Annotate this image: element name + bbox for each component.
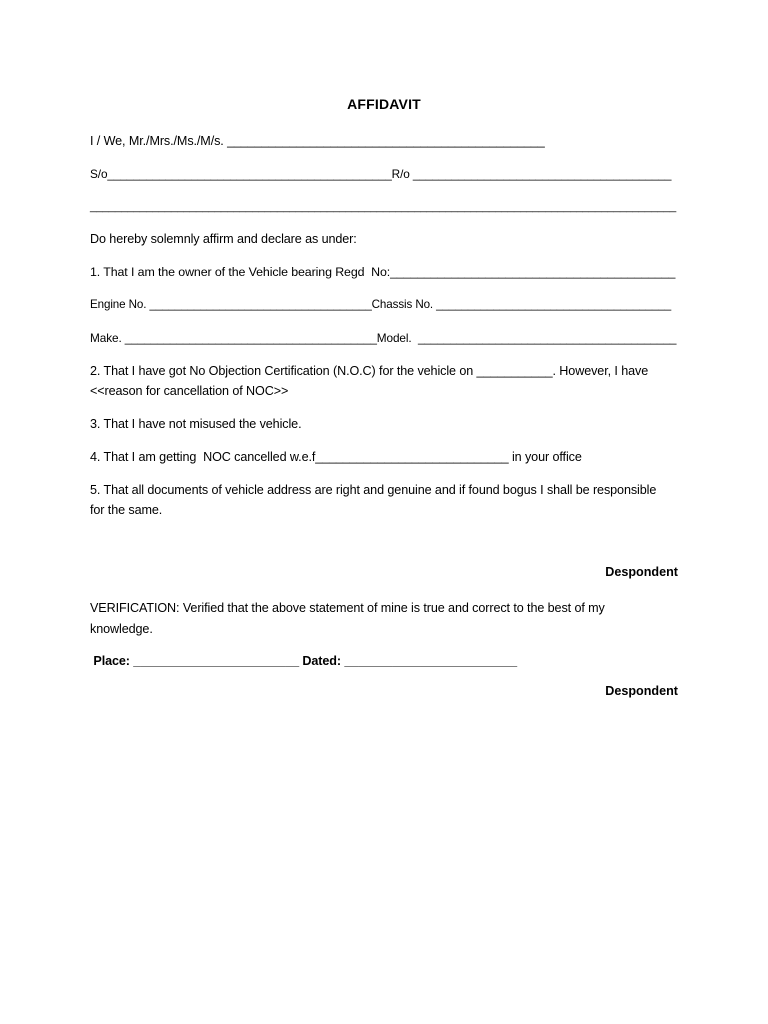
item-2-line-2: <<reason for cancellation of NOC>>	[90, 384, 289, 398]
engine-chassis-line: Engine No. ___________________________________Chassis No. _____________________________________	[90, 298, 672, 311]
item-3: 3. That I have not misused the vehicle.	[90, 417, 302, 431]
item-4: 4. That I am getting NOC cancelled w.e.f____________________________ in your office	[90, 450, 582, 464]
item-2-line-1: 2. That I have got No Objection Certification (N.O.C) for the vehicle on ___________. However, I have	[90, 364, 649, 378]
name-line: I / We, Mr./Mrs./Ms./M/s. ______________________________________________	[90, 134, 545, 148]
verification-line-1: VERIFICATION: Verified that the above statement of mine is true and correct to the best of my	[90, 601, 605, 615]
make-model-line: Make. _______________________________________Model. ________________________________________	[90, 331, 677, 345]
item-1: 1. That I am the owner of the Vehicle bearing Regd No:__________________________________________	[90, 265, 676, 279]
despondent-signature-2: Despondent	[605, 684, 678, 698]
place-dated-line: Place: ________________________ Dated: _________________________	[90, 654, 517, 668]
item-5-line-2: for the same.	[90, 503, 163, 517]
so-ro-line: S/o____________________________________________R/o ________________________________________	[90, 167, 672, 181]
item-5-line-1: 5. That all documents of vehicle address are right and genuine and if found bogus I shall be responsible	[90, 483, 657, 497]
declare-intro: Do hereby solemnly affirm and declare as under:	[90, 232, 357, 246]
address-line: ______________________________________________________________________________________________	[90, 201, 677, 213]
verification-line-2: knowledge.	[90, 622, 153, 636]
document-title: AFFIDAVIT	[347, 96, 421, 112]
despondent-signature-1: Despondent	[605, 565, 678, 579]
